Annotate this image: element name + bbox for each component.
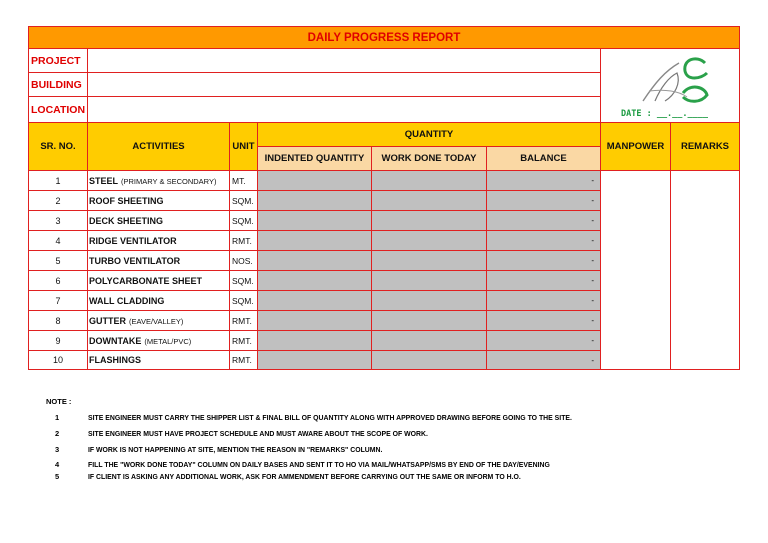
row-activity-name: WALL CLADDING	[89, 295, 165, 306]
row-balance-cell	[487, 331, 601, 351]
row-work-done-cell[interactable]	[372, 171, 487, 191]
row-balance-cell	[487, 351, 601, 370]
row-sr-no: 4	[55, 235, 61, 246]
row-unit-cell	[230, 211, 258, 231]
row-indented-quantity-cell[interactable]	[258, 191, 372, 211]
row-sr-cell	[29, 291, 88, 311]
project-field[interactable]	[88, 49, 601, 73]
row-unit-cell	[230, 351, 258, 370]
row-unit-cell	[230, 251, 258, 271]
row-balance-cell	[487, 291, 601, 311]
note-text: IF CLIENT IS ASKING ANY ADDITIONAL WORK, ASK FOR AMMENDMENT BEFORE CARRYING OUT THE SAME OR INFORM TO H.O.	[88, 472, 521, 481]
row-activity-cell	[88, 211, 230, 231]
row-unit: SQM.	[232, 195, 254, 206]
row-sr-no: 2	[55, 195, 61, 206]
header-quantity: QUANTITY	[258, 123, 601, 147]
row-activity-cell	[88, 191, 230, 211]
remarks-column[interactable]	[671, 171, 739, 369]
company-logo-icon	[635, 53, 715, 107]
row-work-done-cell[interactable]	[372, 211, 487, 231]
row-activity-name: ROOF SHEETING	[89, 195, 164, 206]
note-number: 3	[55, 445, 60, 454]
row-balance-value: -	[591, 256, 594, 265]
row-sr-cell	[29, 311, 88, 331]
row-activity-name: RIDGE VENTILATOR	[89, 235, 177, 246]
row-sr-cell	[29, 251, 88, 271]
row-work-done-cell[interactable]	[372, 291, 487, 311]
row-indented-quantity-cell[interactable]	[258, 291, 372, 311]
row-unit: RMT.	[232, 315, 252, 326]
logo-date-box	[601, 49, 739, 123]
row-work-done-cell[interactable]	[372, 271, 487, 291]
header-activities: ACTIVITIES	[88, 123, 230, 171]
row-unit: RMT.	[232, 335, 252, 346]
row-unit-cell	[230, 171, 258, 191]
note-number: 1	[55, 413, 60, 422]
row-work-done-cell[interactable]	[372, 231, 487, 251]
row-unit-cell	[230, 291, 258, 311]
header-indented-quantity: INDENTED QUANTITY	[258, 147, 372, 171]
header-unit: UNIT	[230, 123, 258, 171]
row-indented-quantity-cell[interactable]	[258, 171, 372, 191]
note-number: 4	[55, 460, 60, 469]
row-sr-cell	[29, 171, 88, 191]
row-balance-cell	[487, 191, 601, 211]
row-work-done-cell[interactable]	[372, 251, 487, 271]
note-number: 5	[55, 472, 60, 481]
row-unit: SQM.	[232, 275, 254, 286]
notes-heading: NOTE :	[46, 397, 72, 406]
row-unit-cell	[230, 331, 258, 351]
row-activity-name: POLYCARBONATE SHEET	[89, 275, 203, 286]
manpower-column[interactable]	[601, 171, 671, 369]
row-sr-no: 8	[55, 315, 61, 326]
row-unit-cell	[230, 191, 258, 211]
row-balance-value: -	[591, 336, 594, 345]
row-sr-no: 5	[55, 255, 61, 266]
row-unit-cell	[230, 311, 258, 331]
row-indented-quantity-cell[interactable]	[258, 311, 372, 331]
row-balance-cell	[487, 251, 601, 271]
row-indented-quantity-cell[interactable]	[258, 271, 372, 291]
row-sr-cell	[29, 231, 88, 251]
row-indented-quantity-cell[interactable]	[258, 351, 372, 370]
location-label: LOCATION	[29, 97, 88, 123]
row-unit: SQM.	[232, 295, 254, 306]
row-sr-no: 10	[52, 355, 63, 365]
report-title: DAILY PROGRESS REPORT	[29, 27, 739, 49]
project-label: PROJECT	[29, 49, 88, 73]
header-manpower: MANPOWER	[601, 123, 671, 171]
row-sr-no: 1	[55, 175, 61, 186]
building-label: BUILDING	[29, 73, 88, 97]
row-activity-name: GUTTER	[89, 315, 126, 326]
row-balance-cell	[487, 171, 601, 191]
header-work-done-today: WORK DONE TODAY	[372, 147, 487, 171]
row-indented-quantity-cell[interactable]	[258, 211, 372, 231]
row-indented-quantity-cell[interactable]	[258, 331, 372, 351]
row-balance-value: -	[591, 196, 594, 205]
row-unit: SQM.	[232, 215, 254, 226]
row-balance-value: -	[591, 276, 594, 285]
note-number: 2	[55, 429, 60, 438]
building-field[interactable]	[88, 73, 601, 97]
row-balance-value: -	[591, 176, 594, 185]
row-sr-no: 9	[55, 335, 61, 346]
row-activity-cell	[88, 331, 230, 351]
note-text: FILL THE "WORK DONE TODAY" COLUMN ON DAILY BASES AND SENT IT TO HO VIA MAIL/WHATSAPP/SMS BY END OF THE DAY/EVENING	[88, 460, 550, 469]
row-balance-value: -	[591, 316, 594, 325]
row-activity-name: DOWNTAKE	[89, 335, 142, 346]
row-work-done-cell[interactable]	[372, 351, 487, 370]
row-balance-cell	[487, 311, 601, 331]
row-work-done-cell[interactable]	[372, 311, 487, 331]
row-unit: RMT.	[232, 235, 252, 246]
date-label: DATE : __.__.____	[621, 109, 708, 119]
row-balance-cell	[487, 271, 601, 291]
row-sr-cell	[29, 211, 88, 231]
row-balance-value: -	[591, 355, 594, 365]
row-unit: RMT.	[232, 355, 252, 365]
progress-report-sheet	[28, 26, 740, 370]
header-sr-no: SR. NO.	[29, 123, 88, 171]
row-sr-cell	[29, 351, 88, 370]
row-activity-detail: (METAL/PVC)	[144, 336, 192, 346]
row-activity-cell	[88, 231, 230, 251]
row-activity-detail: (EAVE/VALLEY)	[129, 316, 184, 326]
row-unit-cell	[230, 271, 258, 291]
row-balance-cell	[487, 211, 601, 231]
row-balance-cell	[487, 231, 601, 251]
row-activity-cell	[88, 291, 230, 311]
header-remarks: REMARKS	[671, 123, 739, 171]
row-activity-name: STEEL	[89, 175, 119, 186]
note-text: SITE ENGINEER MUST HAVE PROJECT SCHEDULE AND MUST AWARE ABOUT THE SCOPE OF WORK.	[88, 429, 428, 438]
location-field[interactable]	[88, 97, 601, 123]
note-text: SITE ENGINEER MUST CARRY THE SHIPPER LIST & FINAL BILL OF QUANTITY ALONG WITH APPROVED DRAWING BEFORE GOING TO THE SITE.	[88, 413, 572, 422]
row-balance-value: -	[591, 216, 594, 225]
note-text: IF WORK IS NOT HAPPENING AT SITE, MENTION THE REASON IN "REMARKS" COLUMN.	[88, 445, 383, 454]
row-activity-cell	[88, 171, 230, 191]
row-sr-cell	[29, 331, 88, 351]
row-activity-cell	[88, 351, 230, 370]
row-activity-name: FLASHINGS	[89, 355, 142, 365]
row-activity-name: TURBO VENTILATOR	[89, 255, 181, 266]
row-sr-no: 6	[55, 275, 61, 286]
row-balance-value: -	[591, 296, 594, 305]
row-sr-no: 3	[55, 215, 61, 226]
row-activity-cell	[88, 311, 230, 331]
row-unit-cell	[230, 231, 258, 251]
row-indented-quantity-cell[interactable]	[258, 251, 372, 271]
row-unit: MT.	[232, 175, 246, 186]
row-sr-no: 7	[55, 295, 61, 306]
row-activity-cell	[88, 271, 230, 291]
row-unit: NOS.	[232, 255, 253, 266]
row-sr-cell	[29, 271, 88, 291]
row-sr-cell	[29, 191, 88, 211]
row-work-done-cell[interactable]	[372, 331, 487, 351]
row-work-done-cell[interactable]	[372, 191, 487, 211]
header-balance: BALANCE	[487, 147, 601, 171]
row-activity-name: DECK SHEETING	[89, 215, 164, 226]
row-activity-cell	[88, 251, 230, 271]
row-balance-value: -	[591, 236, 594, 245]
row-indented-quantity-cell[interactable]	[258, 231, 372, 251]
row-activity-detail: (PRIMARY & SECONDARY)	[121, 176, 217, 186]
